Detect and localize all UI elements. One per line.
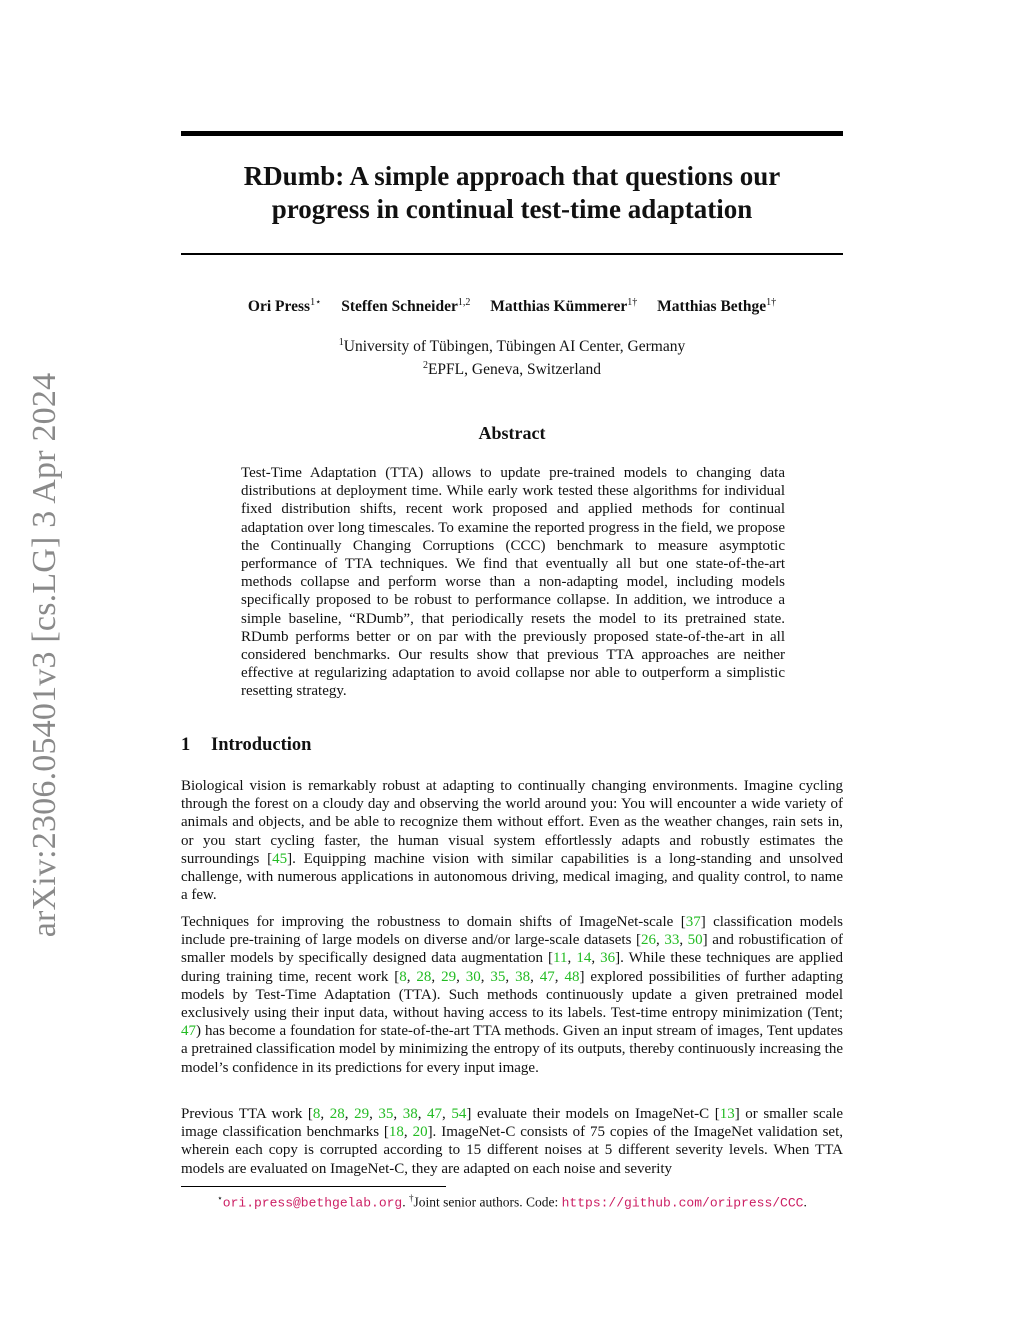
author-ori-press: Ori Press$^{1⋆}$ xyxy=(247,297,322,316)
citation-link[interactable]: 13 xyxy=(719,1106,735,1122)
citation-link[interactable]: 35 xyxy=(490,968,506,985)
author-matthias-kummerer: Matthias Kümmerer$^{1\dagger}$ xyxy=(490,297,638,316)
section-title: Introduction xyxy=(211,735,312,755)
citation-link[interactable]: 35 xyxy=(378,1106,394,1122)
citation-link[interactable]: 36 xyxy=(600,950,616,967)
section-number: 1 xyxy=(181,735,191,755)
author-matthias-bethge: Matthias Bethge$^{1\dagger}$ xyxy=(657,297,777,316)
citation-link[interactable]: 47 xyxy=(427,1106,443,1122)
title-line-2: progress in continual test-time adaptation xyxy=(271,194,753,224)
citation-link[interactable]: 37 xyxy=(685,914,701,930)
footnote-rule xyxy=(181,1186,446,1187)
affiliation-1: $^1$University of Tübingen, Tübingen AI Center, Germany xyxy=(338,337,686,356)
paragraph-text: Techniques for improving the robustness to domain shifts of ImageNet-scale [ xyxy=(181,914,686,930)
citation-link[interactable]: 8 xyxy=(312,1106,321,1122)
paragraph-text: , xyxy=(554,968,565,985)
paragraph-text: , xyxy=(320,1106,330,1122)
code-url-link[interactable]: https://github.com/oripress/CCC xyxy=(561,1195,804,1211)
citation-link[interactable]: 33 xyxy=(664,932,680,949)
citation-link[interactable]: 8 xyxy=(399,968,407,985)
paragraph-text: Previous TTA work [ xyxy=(181,1106,313,1122)
footnote-star-mark: ⋆ xyxy=(217,1193,223,1203)
paragraph-text: , xyxy=(369,1106,379,1122)
arxiv-identifier-stamp xyxy=(20,365,70,945)
paragraph-text: , xyxy=(344,1106,355,1122)
paragraph-text: ] explored possibilities of further adapting models by Test-Time Adaptation (TTA). Such methods continuously update a given pretrained model exclusively using their input data, without having access to its labels. Test-time entropy minimization (Tent; xyxy=(181,968,844,1022)
paragraph-text: , xyxy=(393,1106,403,1122)
paragraph-text: , xyxy=(431,968,442,985)
citation-link[interactable]: 38 xyxy=(515,968,531,985)
paragraph-text: , xyxy=(480,968,491,985)
paragraph-text: , xyxy=(591,950,601,967)
paper-title xyxy=(181,160,843,226)
citation-link[interactable]: 30 xyxy=(465,968,481,985)
paragraph-text: ] or smaller scale image classification benchmarks [ xyxy=(181,1106,844,1141)
paragraph-text: , xyxy=(530,968,540,985)
paragraph-text: ] and robustification of smaller models by specifically designed data augmentation [ xyxy=(181,932,844,967)
citation-link[interactable]: 47 xyxy=(181,1023,196,1040)
intro-paragraph-1 xyxy=(181,777,843,904)
footnote-joint-text: Joint senior authors. Code: xyxy=(413,1194,562,1210)
paragraph-text: , xyxy=(567,950,577,967)
paragraph-text: , xyxy=(403,1124,413,1141)
citation-link[interactable]: 28 xyxy=(416,968,432,985)
paragraph-text: , xyxy=(656,932,665,949)
affiliations xyxy=(181,333,843,379)
paragraph-text: ]. Equipping machine vision with similar capabilities is a long-standing and unsolved challenge, with numerous applications in autonomous driving, medical imaging, and quality control, to name a few. xyxy=(181,850,843,904)
paragraph-text: ] classification models include pre-training of large models on diverse and/or large-scale datasets [ xyxy=(181,914,843,949)
title-line-1: RDumb: A simple approach that questions our xyxy=(243,161,781,191)
paragraph-text: Biological vision is remarkably robust at adapting to continually changing environments. Imagine cycling through the forest on a cloudy day and observing the world around you: You will encounter a wide variety of animals and objects, and be able to recognize them without effort. Even as the weather changes, rain sets in, or you start cycling faster, the human visual system effortlessly adapts and robustly estimates the surroundings [ xyxy=(181,778,843,867)
paragraph-text: ) has become a foundation for state-of-the-art TTA methods. Given an input stream of images, Tent updates a pretrained classification model by minimizing the entropy of its outputs, thereby continuously increasing the model’s confidence in its predictions for every input image. xyxy=(181,1023,843,1076)
footnote-dagger-mark: † xyxy=(408,1193,414,1203)
intro-paragraph-3 xyxy=(181,1105,843,1178)
citation-link[interactable]: 29 xyxy=(354,1106,370,1122)
title-rule-bottom xyxy=(181,253,843,255)
paragraph-text: , xyxy=(505,968,516,985)
abstract-heading: Abstract xyxy=(478,423,546,443)
paragraph-text: ] evaluate their models on ImageNet-C [ xyxy=(466,1106,720,1122)
citation-link[interactable]: 20 xyxy=(412,1124,428,1141)
title-rule-top xyxy=(181,131,843,136)
paragraph-text: , xyxy=(679,932,688,949)
author-list xyxy=(181,297,843,316)
footnote: ⋆ori.press@bethgelab.org. †Joint senior authors. Code: https://github.com/oripress/CCC. xyxy=(217,1193,807,1211)
arxiv-identifier: arXiv:2306.05401v3 [cs.LG] 3 Apr 2024 xyxy=(26,372,63,938)
citation-link[interactable]: 45 xyxy=(272,850,288,867)
citation-link[interactable]: 47 xyxy=(539,968,555,985)
author-email-link[interactable]: ori.press@bethgelab.org xyxy=(222,1195,403,1211)
abstract-text: Test-Time Adaptation (TTA) allows to update pre-trained models to changing data distributions at deployment time. While early work tested these algorithms for individual fixed distribution shifts, recent work proposed and applied methods for continual adaptation over long timescales. To examine the reported progress in the field, we propose the Continually Changing Corruptions (CCC) benchmark to measure asymptotic performance of TTA techniques. We find that eventually all but one state-of-the-art methods collapse and perform worse than a non-adapting model, including models specifically proposed to be robust to performance collapse. In addition, we introduce a simple baseline, “RDumb”, that periodically resets the model to its pretrained state. RDumb performs better or on par with the previously proposed state-of-the-art in all considered benchmarks. Our results show that previous TTA approaches are neither effective at regularizing adaptation to avoid collapse nor able to outperform a simplistic resetting strategy. xyxy=(241,465,785,700)
citation-link[interactable]: 38 xyxy=(402,1106,418,1122)
citation-link[interactable]: 11 xyxy=(553,950,568,967)
paragraph-text: , xyxy=(442,1106,452,1122)
author-steffen-schneider: Steffen Schneider$^{1,2}$ xyxy=(341,297,471,316)
affiliation-2: $^2$EPFL, Geneva, Switzerland xyxy=(422,360,602,379)
citation-link[interactable]: 50 xyxy=(687,932,703,949)
citation-link[interactable]: 29 xyxy=(441,968,457,985)
paragraph-text: , xyxy=(417,1106,428,1122)
section-heading-introduction xyxy=(181,735,311,756)
paragraph-text: , xyxy=(456,968,466,985)
citation-link[interactable]: 18 xyxy=(388,1124,404,1141)
citation-link[interactable]: 48 xyxy=(564,968,580,985)
paragraph-text: , xyxy=(406,968,417,985)
citation-link[interactable]: 28 xyxy=(329,1106,345,1122)
citation-link[interactable]: 14 xyxy=(576,950,592,967)
paragraph-text: ]. While these techniques are applied during training time, recent work [ xyxy=(181,950,844,985)
citation-link[interactable]: 26 xyxy=(641,932,656,949)
paragraph-text: ]. ImageNet-C consists of 75 copies of the ImageNet validation set, wherein each copy is corrupted according to 15 different noises at 5 different severity levels. When TTA models are evaluated on ImageNet-C, they are adapted on each noise and severity xyxy=(181,1124,843,1177)
citation-link[interactable]: 54 xyxy=(451,1106,467,1122)
intro-paragraph-2 xyxy=(181,913,843,1077)
